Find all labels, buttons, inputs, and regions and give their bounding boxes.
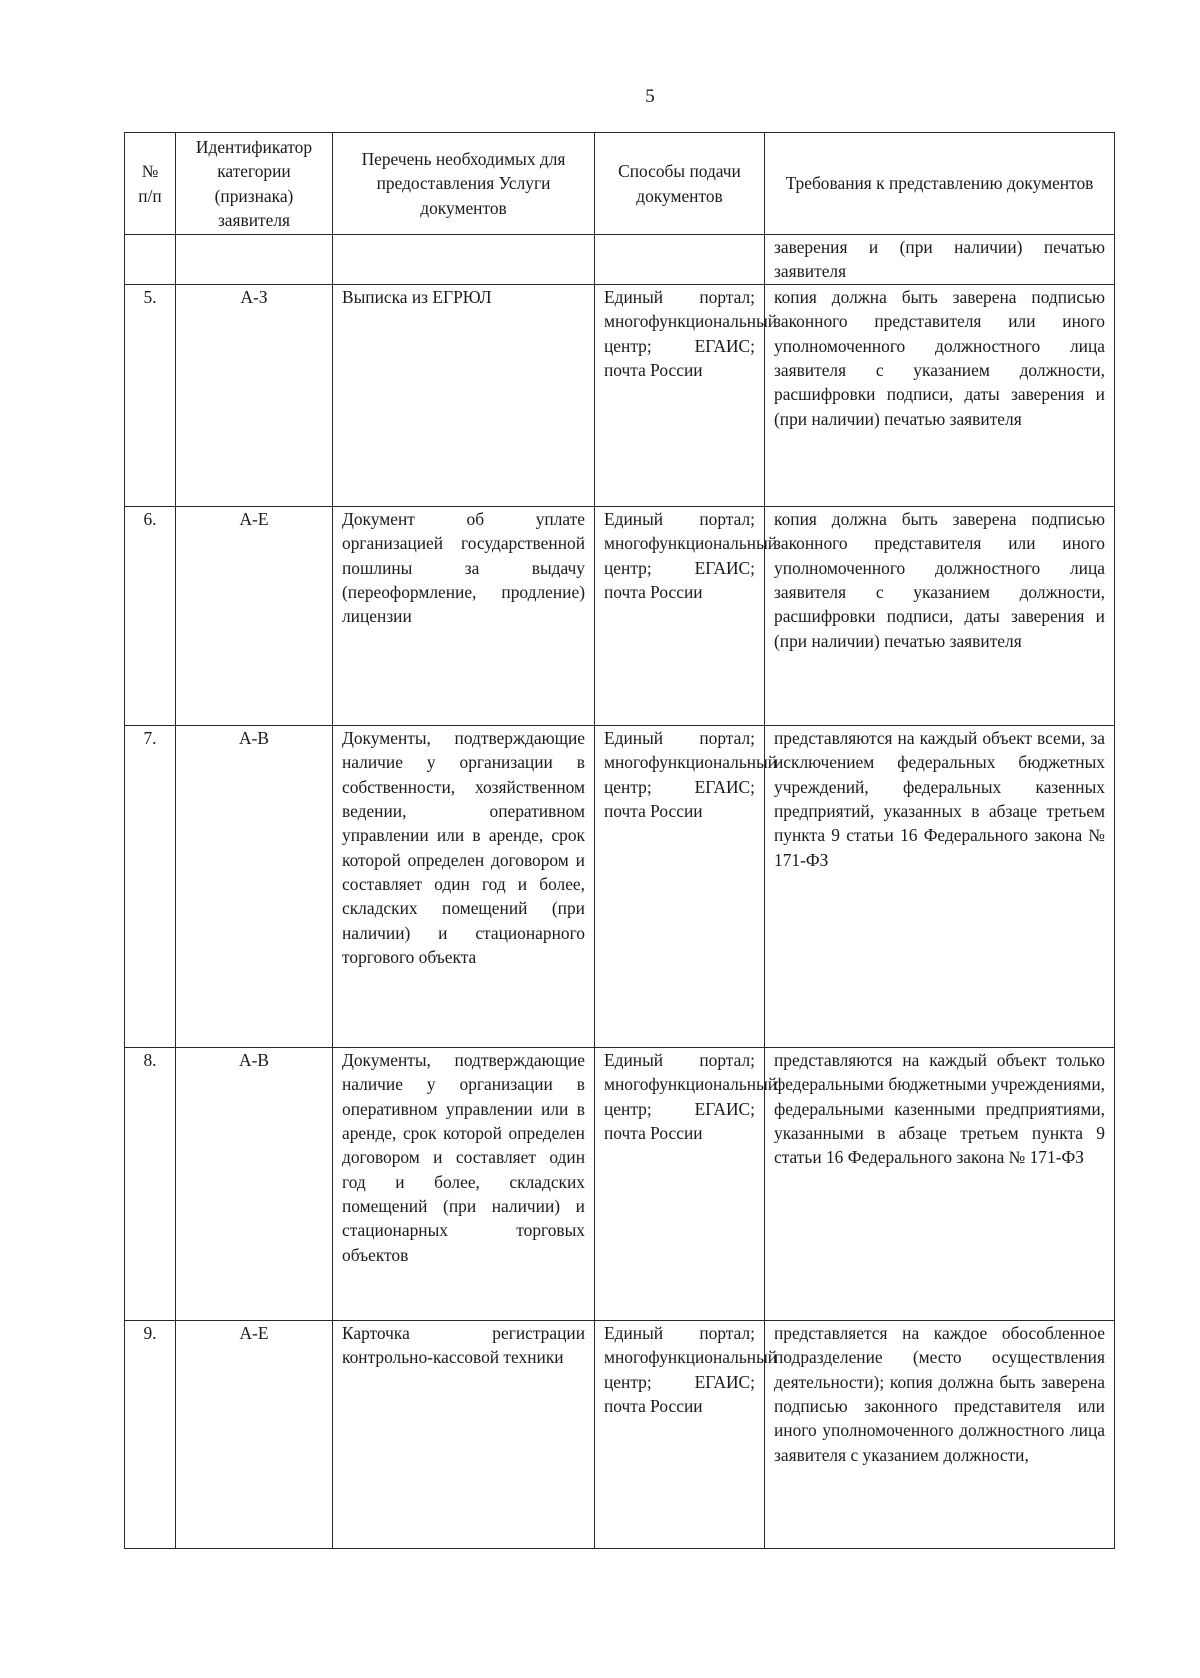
cell-num: [125, 235, 176, 285]
cell-identifier: А-Е: [176, 507, 333, 726]
cell-document: Документ об уплате организацией государственной пошлины за выдачу (переоформление, продление) лицензии: [333, 507, 595, 726]
cell-num: 6.: [125, 507, 176, 726]
cell-requirements: представляются на каждый объект только федеральными бюджетными учреждениями, федеральными казенными предприятиями, указанными в абзаце третьем пункта 9 статьи 16 Федерального закона № 171-ФЗ: [765, 1048, 1115, 1321]
cell-identifier: [176, 235, 333, 285]
cell-num: 7.: [125, 726, 176, 1048]
cell-requirements: заверения и (при наличии) печатью заявителя: [765, 235, 1115, 285]
cell-num: 8.: [125, 1048, 176, 1321]
table-row: [125, 1321, 1115, 1549]
header-documents: Перечень необходимых для предоставления Услуги документов: [333, 133, 595, 235]
table-row-continuation: [125, 235, 1115, 285]
header-identifier: Идентификатор категории (признака) заявителя: [176, 133, 333, 235]
cell-methods: [595, 235, 765, 285]
header-num: № п/п: [125, 133, 176, 235]
table-row: [125, 1048, 1115, 1321]
cell-methods: Единый портал; многофункциональный центр; ЕГАИС; почта России: [595, 1048, 765, 1321]
cell-identifier: А-З: [176, 285, 333, 507]
cell-requirements: представляются на каждый объект всеми, за исключением федеральных бюджетных учреждений, федеральных казенных предприятий, указанных в абзаце третьем пункта 9 статьи 16 Федерального закона № 171-ФЗ: [765, 726, 1115, 1048]
cell-requirements: копия должна быть заверена подписью законного представителя или иного уполномоченного должностного лица заявителя с указанием должности, расшифровки подписи, даты заверения и (при наличии) печатью заявителя: [765, 285, 1115, 507]
cell-identifier: А-Е: [176, 1321, 333, 1549]
cell-identifier: А-В: [176, 1048, 333, 1321]
cell-num: 5.: [125, 285, 176, 507]
cell-requirements: копия должна быть заверена подписью законного представителя или иного уполномоченного должностного лица заявителя с указанием должности, расшифровки подписи, даты заверения и (при наличии) печатью заявителя: [765, 507, 1115, 726]
cell-methods: Единый портал; многофункциональный центр; ЕГАИС; почта России: [595, 507, 765, 726]
cell-document: [333, 235, 595, 285]
page-number: 5: [645, 86, 655, 107]
cell-methods: Единый портал; многофункциональный центр; ЕГАИС; почта России: [595, 726, 765, 1048]
header-requirements: Требования к представлению документов: [765, 133, 1115, 235]
cell-requirements: представляется на каждое обособленное подразделение (место осуществления деятельности); копия должна быть заверена подписью законного представителя или иного уполномоченного должностного лица заявителя с указанием должности,: [765, 1321, 1115, 1549]
cell-methods: Единый портал; многофункциональный центр; ЕГАИС; почта России: [595, 285, 765, 507]
cell-document: Карточка регистрации контрольно-кассовой техники: [333, 1321, 595, 1549]
table-row: [125, 507, 1115, 726]
header-methods: Способы подачи документов: [595, 133, 765, 235]
cell-document: Выписка из ЕГРЮЛ: [333, 285, 595, 507]
cell-num: 9.: [125, 1321, 176, 1549]
cell-identifier: А-В: [176, 726, 333, 1048]
table-row: [125, 726, 1115, 1048]
cell-methods: Единый портал; многофункциональный центр; ЕГАИС; почта России: [595, 1321, 765, 1549]
table-header-row: [125, 133, 1115, 235]
cell-document: Документы, подтверждающие наличие у организации в собственности, хозяйственном ведении, оперативном управлении или в аренде, срок которой определен договором и составляет один год и более, складских помещений (при наличии) и стационарного торгового объекта: [333, 726, 595, 1048]
table-row: [125, 285, 1115, 507]
documents-table: [124, 132, 1115, 1549]
cell-document: Документы, подтверждающие наличие у организации в оперативном управлении или в аренде, срок которой определен договором и составляет один год и более, складских помещений (при наличии) и стационарных торговых объектов: [333, 1048, 595, 1321]
